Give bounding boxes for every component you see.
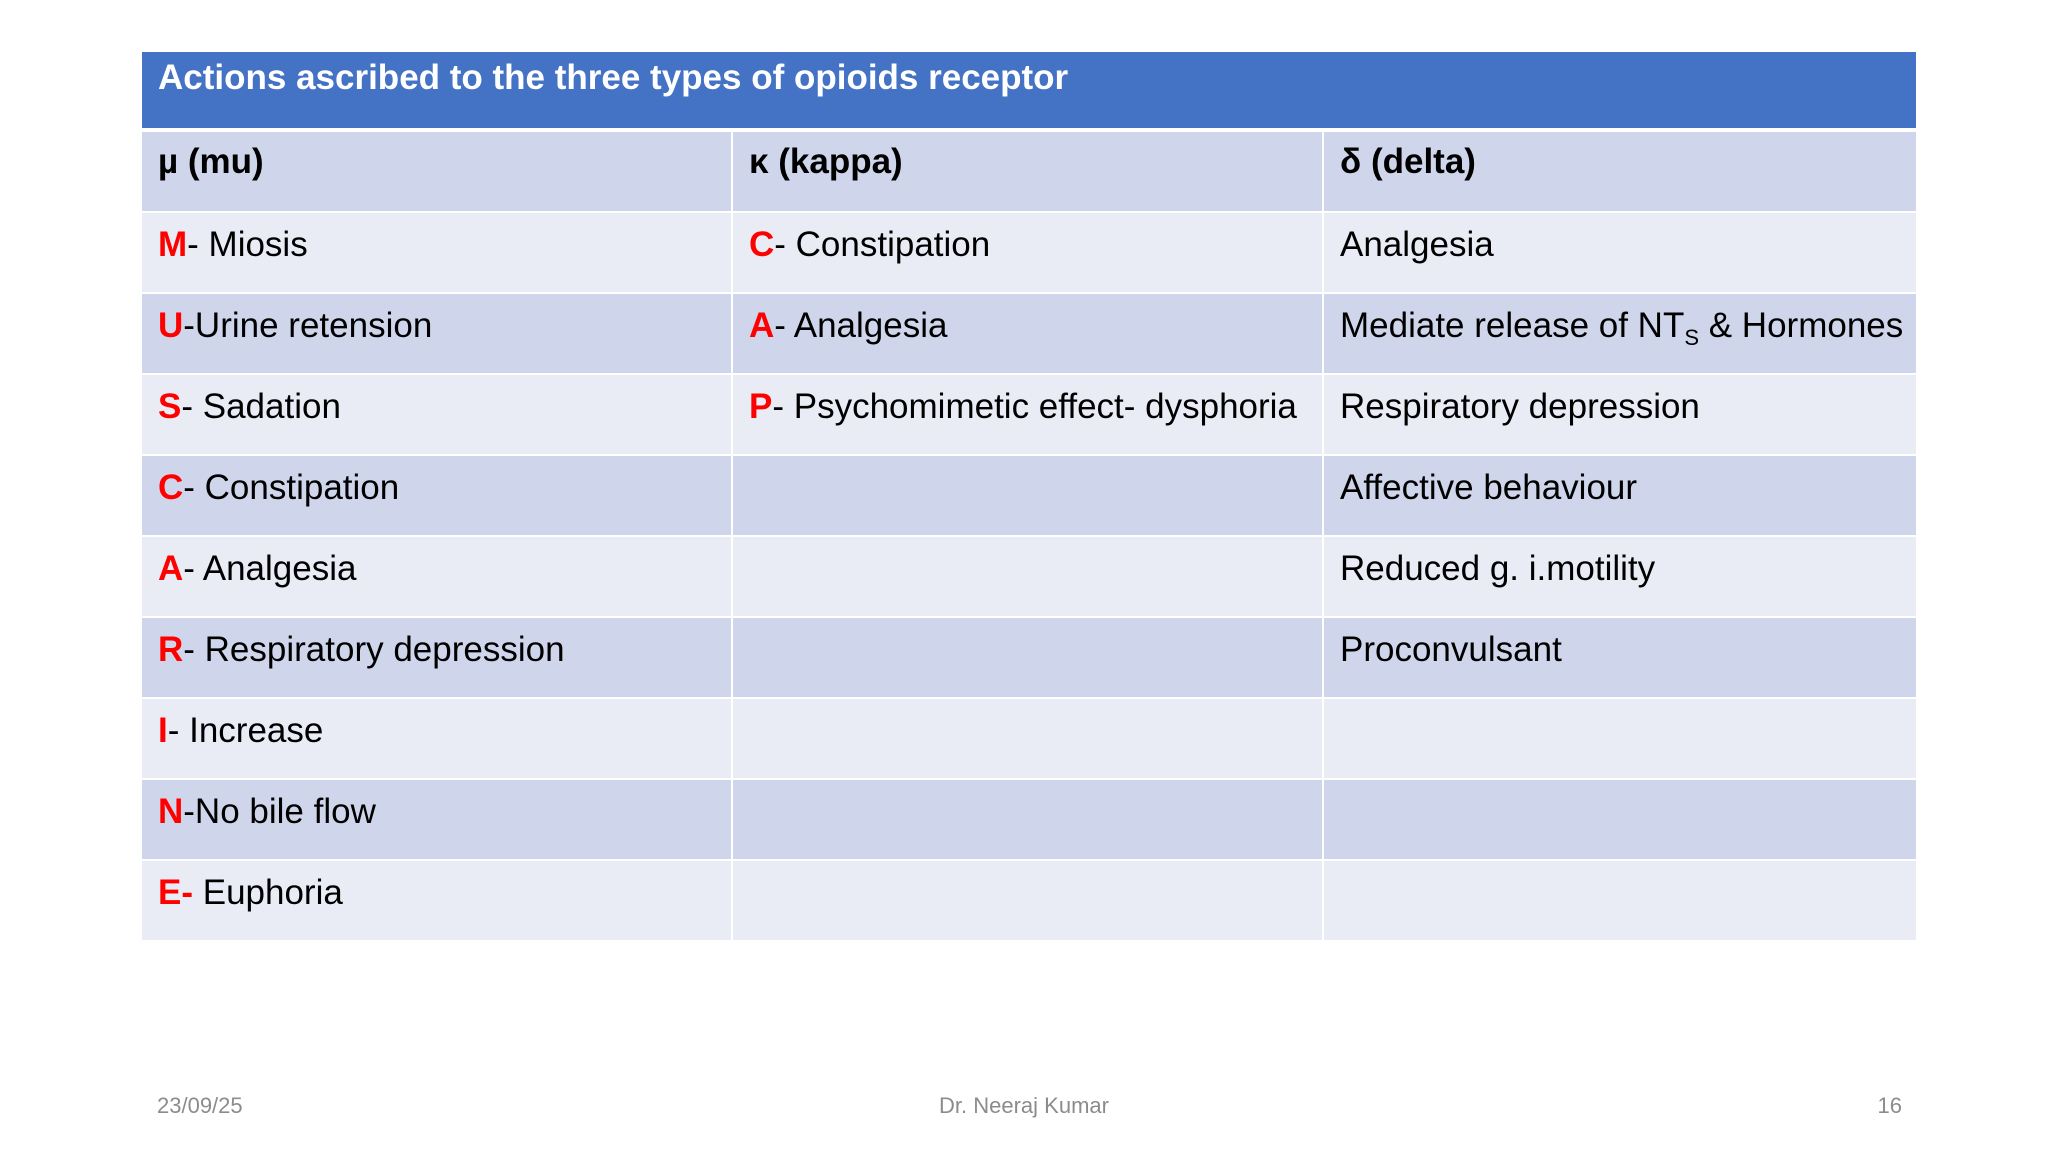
cell-text: Respiratory depression	[1340, 387, 1700, 426]
cell-text: - Constipation	[774, 225, 991, 264]
table-title-row	[142, 52, 1916, 132]
cell-text: - Miosis	[187, 225, 308, 264]
table-row	[142, 780, 1916, 861]
cell-text-tail: & Hormones	[1699, 306, 1904, 345]
cell-mu	[142, 456, 733, 537]
cell-mu	[142, 375, 733, 456]
cell-mu	[142, 861, 733, 942]
table-row	[142, 618, 1916, 699]
cell-delta	[1324, 375, 1916, 456]
footer-page-number: 16	[1877, 1093, 1902, 1118]
cell-mu	[142, 780, 733, 861]
table-title: Actions ascribed to the three types of opioids receptor	[142, 52, 1916, 132]
mnemonic-letter: S	[158, 387, 182, 426]
mnemonic-letter: A	[158, 549, 184, 588]
table-row	[142, 861, 1916, 942]
cell-text: Proconvulsant	[1340, 630, 1562, 669]
header-delta: δ (delta)	[1324, 132, 1916, 213]
cell-text: -Urine retension	[183, 306, 433, 345]
header-kappa: κ (kappa)	[733, 132, 1324, 213]
cell-text: - Sadation	[181, 387, 341, 426]
cell-text: - Respiratory depression	[183, 630, 565, 669]
cell-delta	[1324, 618, 1916, 699]
cell-kappa	[733, 699, 1324, 780]
cell-delta	[1324, 861, 1916, 942]
cell-kappa	[733, 537, 1324, 618]
cell-subscript: S	[1684, 325, 1700, 350]
cell-mu	[142, 537, 733, 618]
table-header-row	[142, 132, 1916, 213]
table-row	[142, 537, 1916, 618]
cell-kappa	[733, 294, 1324, 375]
cell-delta	[1324, 699, 1916, 780]
mnemonic-letter: E-	[158, 873, 193, 912]
mnemonic-letter: P	[749, 387, 773, 426]
cell-text: -No bile flow	[183, 792, 376, 831]
cell-text: Euphoria	[193, 873, 343, 912]
header-mu: µ (mu)	[142, 132, 733, 213]
cell-kappa	[733, 618, 1324, 699]
mnemonic-letter: C	[749, 225, 775, 264]
cell-kappa	[733, 456, 1324, 537]
cell-text: - Analgesia	[774, 306, 948, 345]
table-row	[142, 699, 1916, 780]
table-body	[142, 213, 1916, 942]
cell-kappa	[733, 780, 1324, 861]
cell-text: - Increase	[167, 711, 324, 750]
mnemonic-letter: A	[749, 306, 775, 345]
cell-text: - Psychomimetic effect- dysphoria	[772, 387, 1297, 426]
cell-kappa	[733, 375, 1324, 456]
table-row	[142, 213, 1916, 294]
cell-text: - Constipation	[183, 468, 400, 507]
cell-text: Reduced g. i.motility	[1340, 549, 1656, 588]
mnemonic-letter: N	[158, 792, 184, 831]
mnemonic-letter: C	[158, 468, 184, 507]
mnemonic-letter: M	[158, 225, 188, 264]
cell-mu	[142, 213, 733, 294]
cell-text: Affective behaviour	[1340, 468, 1638, 507]
cell-text: Analgesia	[1340, 225, 1494, 264]
table-row	[142, 375, 1916, 456]
cell-delta	[1324, 780, 1916, 861]
table-row	[142, 294, 1916, 375]
cell-delta	[1324, 294, 1916, 375]
opioid-receptor-table	[142, 52, 1916, 942]
cell-delta	[1324, 456, 1916, 537]
cell-text: - Analgesia	[183, 549, 357, 588]
cell-mu	[142, 618, 733, 699]
table-row	[142, 456, 1916, 537]
mnemonic-letter: U	[158, 306, 184, 345]
cell-text: Mediate release of NT	[1340, 306, 1685, 345]
mnemonic-letter: R	[158, 630, 184, 669]
footer-author: Dr. Neeraj Kumar	[939, 1093, 1109, 1118]
footer-date: 23/09/25	[157, 1093, 243, 1118]
cell-kappa	[733, 213, 1324, 294]
mnemonic-letter: I	[158, 711, 168, 750]
cell-kappa	[733, 861, 1324, 942]
cell-mu	[142, 699, 733, 780]
cell-delta	[1324, 213, 1916, 294]
cell-mu	[142, 294, 733, 375]
cell-delta	[1324, 537, 1916, 618]
